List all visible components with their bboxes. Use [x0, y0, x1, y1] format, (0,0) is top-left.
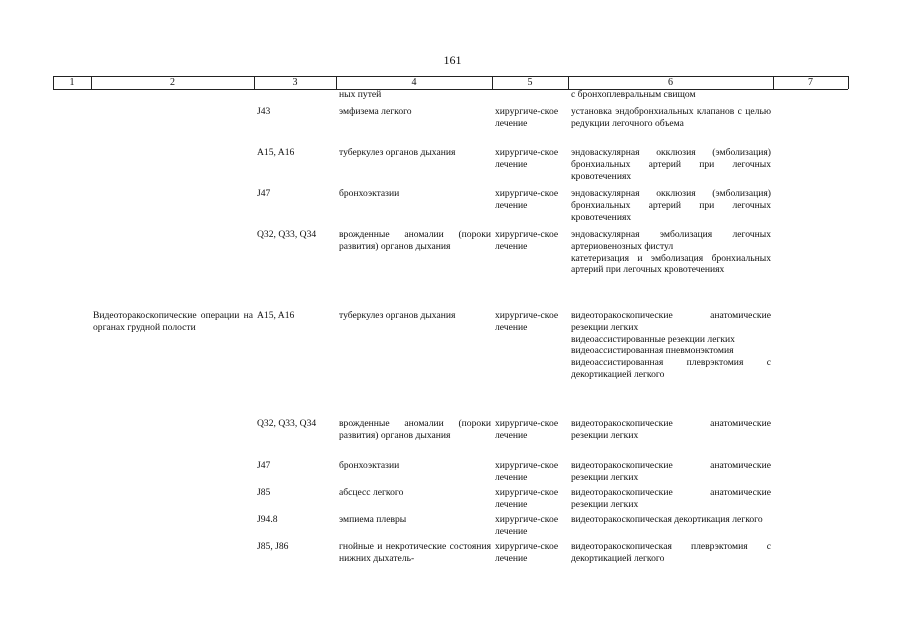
cell-treatment: хирургиче-ское лечение — [495, 188, 559, 211]
cell-code: Q32, Q33, Q34 — [257, 229, 317, 240]
cell-diagnosis: врожденные аномалии (пороки развития) органов дыхания — [339, 418, 491, 441]
cell-treatment: хирургиче-ское лечение — [495, 310, 559, 333]
cell-code: J47 — [257, 460, 271, 471]
header-col-6: 6 — [668, 77, 673, 88]
col-divider — [848, 76, 849, 89]
cell-method: эндоваскулярная окклюзия (эмболизация) бронхиальных артерий при легочных кровотечениях — [571, 188, 771, 223]
cell-treatment: хирургиче-ское лечение — [495, 418, 559, 441]
cell-diagnosis: туберкулез органов дыхания — [339, 310, 456, 321]
cell-diagnosis: врожденные аномалии (пороки развития) органов дыхания — [339, 229, 491, 252]
cell-treatment: хирургиче-ское лечение — [495, 541, 559, 564]
cell-method: установка эндобронхиальных клапанов с целью редукции легочного объема — [571, 106, 771, 129]
cell-diagnosis: эмпиема плевры — [339, 514, 407, 525]
cell-method: видеоторакоскопические анатомические резекции легких — [571, 418, 771, 441]
cell-diagnosis: гнойные и некротические состояния нижних дыхатель- — [339, 541, 491, 564]
cell-method: видеоторакоскопические анатомические резекции легких — [571, 460, 771, 483]
cell-method: видеоторакоскопические анатомические резекции легких видеоассистированные резекции легких видеоассистированная пневмонэктомия видеоассистированная плеврэктомия с декортикацией легкого — [571, 310, 771, 380]
header-col-3: 3 — [292, 77, 298, 88]
cell-code: J85, J86 — [257, 541, 289, 552]
cell-treatment: хирургиче-ское лечение — [495, 487, 559, 510]
cell-code: A15, A16 — [257, 310, 295, 321]
page-number: 161 — [443, 53, 462, 67]
cell-diagnosis: абсцесс легкого — [339, 487, 404, 498]
header-col-5: 5 — [527, 77, 533, 88]
cell-code: J43 — [257, 106, 271, 117]
cell-method: эндоваскулярная эмболизация легочных артериовенозных фистул катетеризация и эмболизация бронхиальных артерий при легочных кровотечениях — [571, 229, 771, 276]
cell-code: Q32, Q33, Q34 — [257, 418, 317, 429]
cell-treatment: хирургиче-ское лечение — [495, 514, 559, 537]
cell-method: эндоваскулярная окклюзия (эмболизация) бронхиальных артерий при легочных кровотечениях — [571, 147, 771, 182]
cell-treatment: хирургиче-ское лечение — [495, 460, 559, 483]
cell-diagnosis: бронхоэктазии — [339, 188, 400, 199]
cell-method: видеоторакоскопические анатомические резекции легких — [571, 487, 771, 510]
cell-code: A15, A16 — [257, 147, 295, 158]
cell-diagnosis: туберкулез органов дыхания — [339, 147, 456, 158]
cell-method: с бронхоплевральным свищом — [571, 89, 696, 100]
cell-code: J85 — [257, 487, 271, 498]
cell-operation-group: Видеоторакоскопические операции на органах грудной полости — [93, 310, 253, 333]
cell-treatment: хирургиче-ское лечение — [495, 106, 559, 129]
cell-diagnosis: ных путей — [339, 89, 382, 100]
cell-treatment: хирургиче-ское лечение — [495, 229, 559, 252]
cell-method: видеоторакоскопическая декортикация легкого — [571, 514, 763, 525]
header-col-1: 1 — [69, 77, 75, 88]
header-col-7: 7 — [808, 77, 813, 88]
header-col-2: 2 — [170, 77, 175, 88]
cell-code: J47 — [257, 188, 271, 199]
header-col-4: 4 — [411, 77, 417, 88]
cell-diagnosis: бронхоэктазии — [339, 460, 400, 471]
cell-code: J94.8 — [257, 514, 278, 525]
cell-diagnosis: эмфизема легкого — [339, 106, 412, 117]
cell-method: видеоторакоскопическая плеврэктомия с декортикацией легкого — [571, 541, 771, 564]
cell-treatment: хирургиче-ское лечение — [495, 147, 559, 170]
